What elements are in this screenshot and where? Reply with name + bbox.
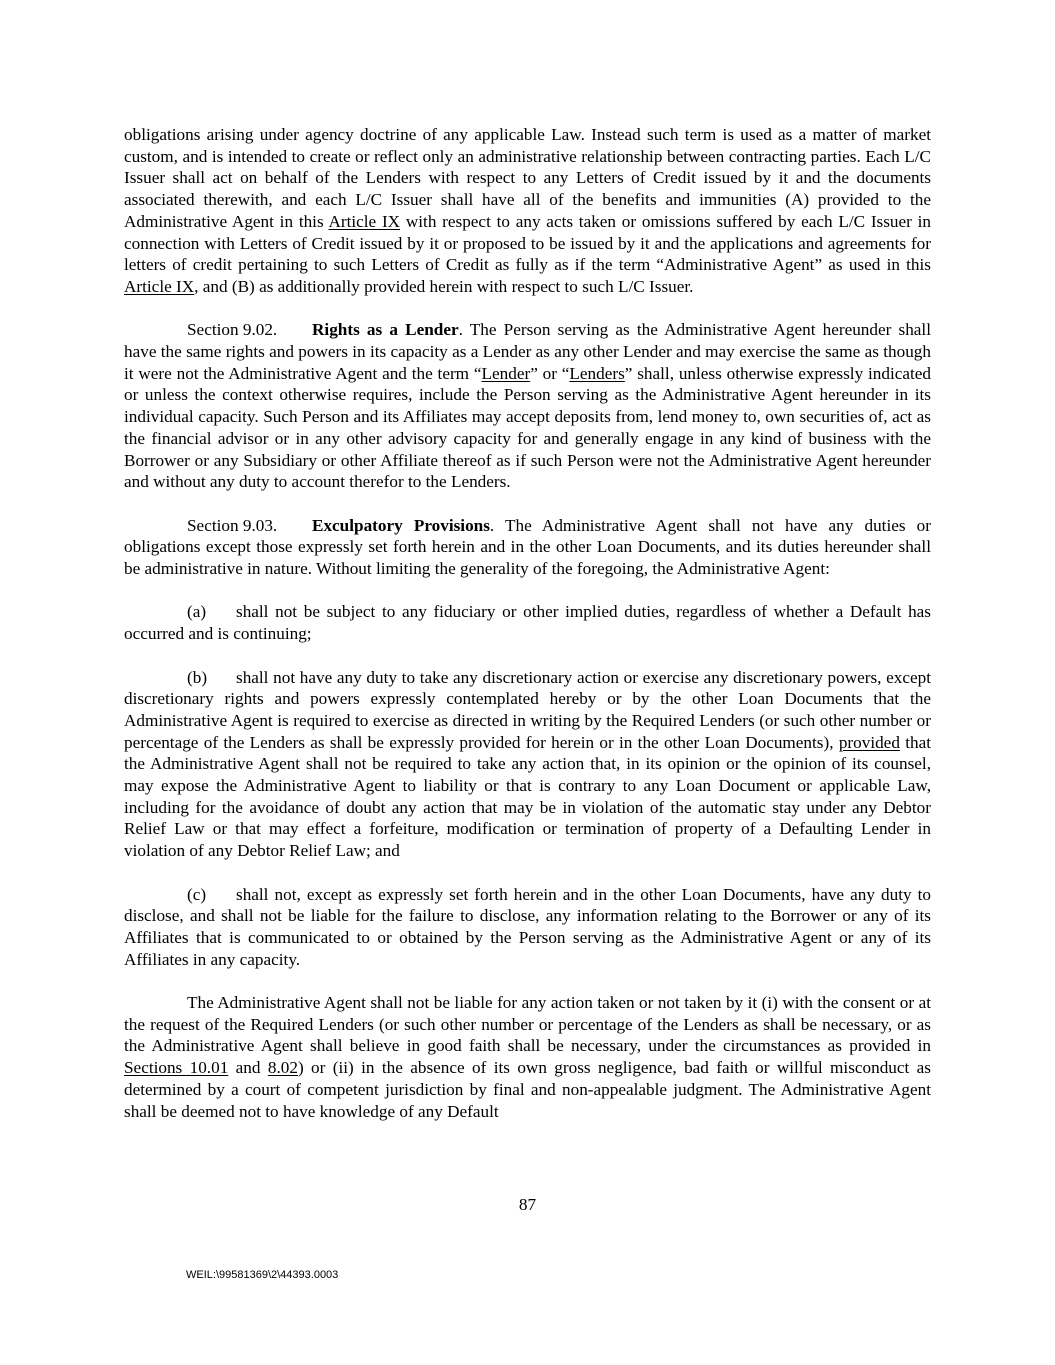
section-number: Section 9.02.	[187, 320, 278, 340]
article-ix-reference: Article IX	[328, 211, 401, 231]
text-run: obligations arising under agency doctrine of any applicable Law. Instead such term is used as a matter of market custom, and is intended to create or reflect only an administrative relationship between contracting parties. Each L/C Issuer shall act on behalf of the Lenders with respect to any Letters of Credit issued by it and the documents associated therewith, and each L/C Issuer shall have all of the benefits and immunities (A) provided to the Administrative Agent in this	[124, 125, 931, 231]
clause-label: (b)	[187, 667, 208, 687]
paragraph-lc-issuer	[124, 124, 931, 298]
text-run: ” or “	[530, 363, 570, 383]
section-8-02-reference: 8.02	[267, 1058, 298, 1078]
clause-text: that the Administrative Agent shall not be required to take any action that, in its opinion or the opinion of its counsel, may expose the Administrative Agent to liability or that is contrary to any Loan Document or applicable Law, including for the avoidance of doubt any action that may be in violation of the automatic stay under any Debtor Relief Law or that may effect a forfeiture, modification or termination of property of a Defaulting Lender in violation of any Debtor Relief Law; and	[124, 732, 931, 861]
defined-term-lender: Lender	[481, 363, 531, 383]
text-run: ” shall, unless otherwise expressly indicated or unless the context otherwise requires, include the Person serving as the Administrative Agent hereunder in its individual capacity. Such Person and its Affiliates may accept deposits from, lend money to, own securities of, act as the financial advisor or in any other advisory capacity for and generally engage in any kind of business with the Borrower or any Subsidiary or other Affiliate thereof as if such Person were not the Administrative Agent hereunder and without any duty to account therefor to the Lenders.	[124, 363, 932, 492]
section-number: Section 9.03.	[187, 515, 278, 535]
text-run: and	[228, 1058, 268, 1078]
clause-text: shall not, except as expressly set forth herein and in the other Loan Documents, have any duty to disclose, and shall not be liable for the failure to disclose, any information relating to the Borrower or any of its Affiliates that is communicated to or obtained by the Person serving as the Administrative Agent or any of its Affiliates in any capacity.	[124, 884, 931, 969]
text-run: with respect to any acts taken or omissions suffered by each L/C Issuer in connection with Letters of Credit issued by it or proposed to be issued by it and the applications and agreements for letters of credit pertaining to such Letters of Credit as fully as if the term “Administrative Agent” as used in this	[124, 211, 932, 275]
text-run: The Administrative Agent shall not be liable for any action taken or not taken by it (i) with the consent or at the request of the Required Lenders (or such other number or percentage of the Lenders as shall be necessary, or as the Administrative Agent shall believe in good faith shall be necessary, under the circumstances as provided in	[124, 993, 931, 1056]
clause-a	[124, 601, 931, 644]
article-ix-reference: Article IX	[124, 276, 195, 296]
sections-10-01-reference: Sections 10.01	[124, 1058, 229, 1078]
document-id: WEIL:\99581369\2\44393.0003	[186, 1269, 339, 1281]
section-title: Exculpatory Provisions	[312, 515, 490, 535]
section-9-03	[124, 515, 931, 580]
text-run: . The Administrative Agent shall not have any duties or obligations except those expressly set forth herein and in the other Loan Documents, and its duties hereunder shall be administrative in nature. Without limiting the generality of the foregoing, the Administrative Agent:	[124, 515, 931, 579]
provided-term: provided	[838, 732, 900, 752]
document-body	[124, 124, 931, 1144]
clause-b	[124, 667, 931, 862]
section-title: Rights as a Lender	[312, 320, 459, 340]
clause-text: shall not have any duty to take any discretionary action or exercise any discretionary powers, except discretionary rights and powers expressly contemplated hereby or by the other Loan Documents that the Administrative Agent is required to exercise as directed in writing by the Required Lenders (or such other number or percentage of the Lenders as shall be expressly provided for herein or in the other Loan Documents),	[124, 667, 931, 752]
text-run: ) or (ii) in the absence of its own gross negligence, bad faith or willful misconduct as determined by a court of competent jurisdiction by final and non-appealable judgment. The Administrative Agent shall be deemed not to have knowledge of any Default	[124, 1058, 931, 1121]
clause-label: (a)	[187, 602, 207, 622]
clause-label: (c)	[187, 884, 207, 904]
clause-text: shall not be subject to any fiduciary or other implied duties, regardless of whether a Default has occurred and is continuing;	[124, 602, 931, 644]
text-run: . The Person serving as the Administrative Agent hereunder shall have the same rights and powers in its capacity as a Lender as any other Lender and may exercise the same as though it were not the Administrative Agent and the term “	[124, 320, 931, 383]
clause-c	[124, 884, 931, 971]
section-9-02	[124, 319, 931, 493]
text-run: , and (B) as additionally provided herein with respect to such L/C Issuer.	[194, 276, 694, 296]
page-number: 87	[518, 1195, 537, 1214]
paragraph-liability	[124, 992, 931, 1122]
defined-term-lenders: Lenders	[569, 363, 625, 383]
